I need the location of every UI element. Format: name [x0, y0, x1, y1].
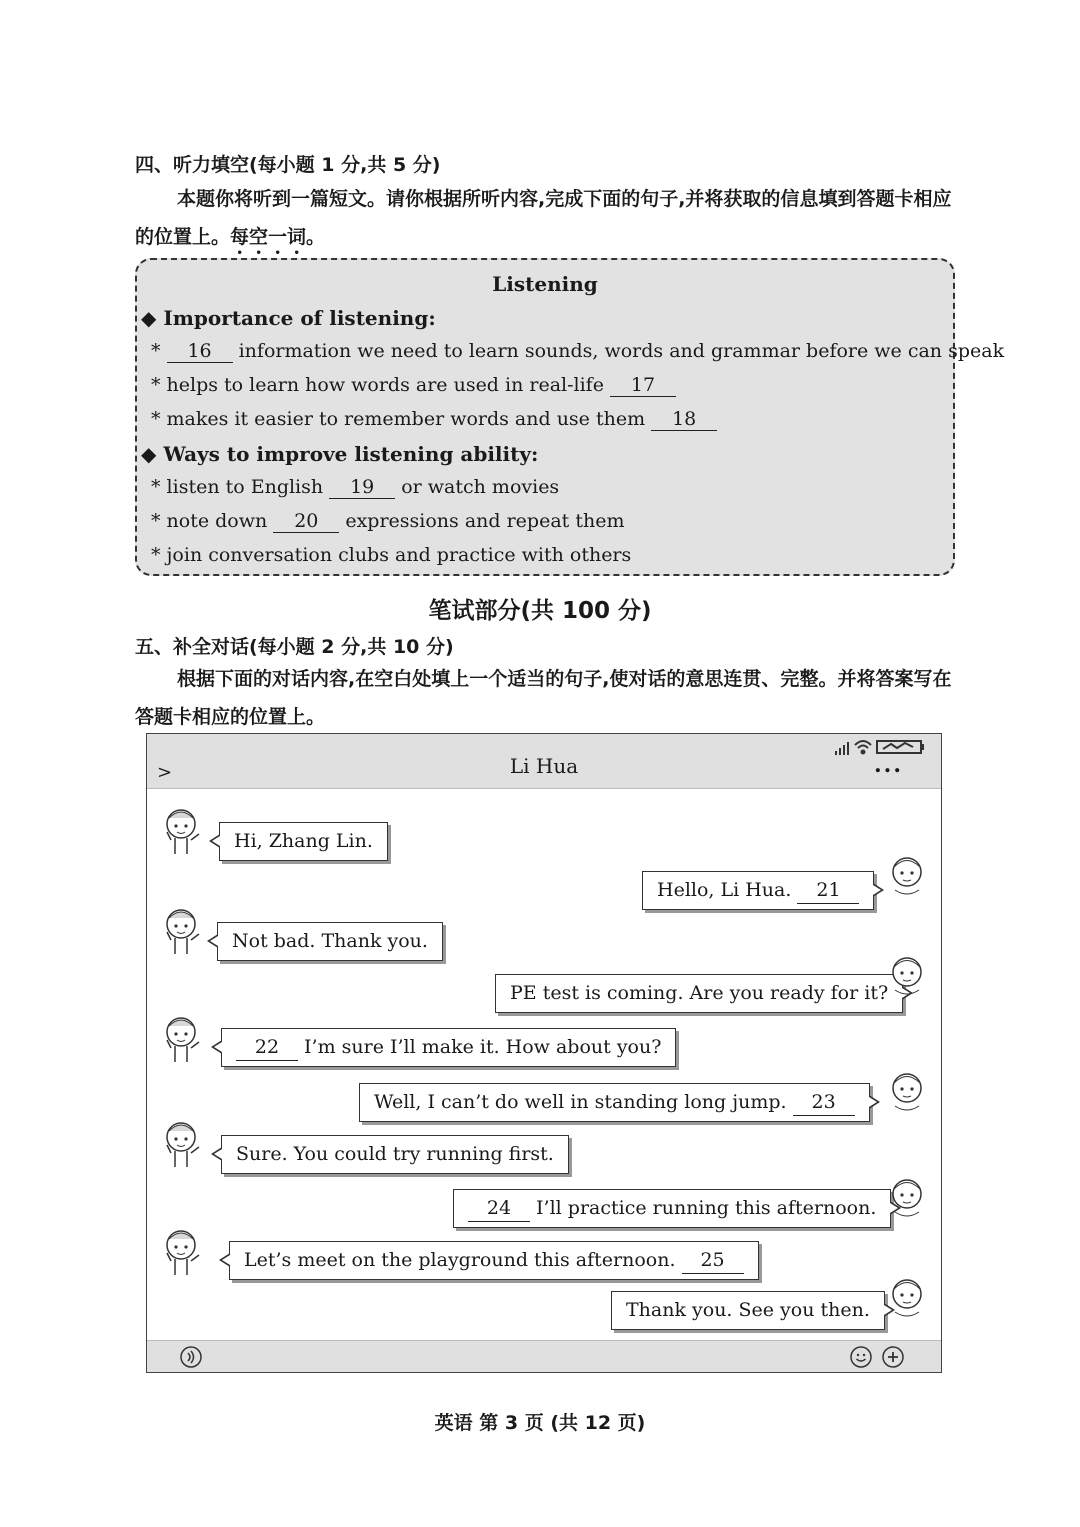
listening-line-19: [151, 476, 559, 499]
chat-message-1: Hi, Zhang Lin.: [219, 822, 388, 861]
chat-message-3: Not bad. Thank you.: [217, 922, 443, 961]
chat-message-7: Sure. You could try running first.: [221, 1135, 569, 1174]
listening-line-18: [151, 408, 717, 431]
listening-line-16: [151, 340, 1004, 363]
listening-line-19-text: * listen to English: [151, 476, 324, 498]
chat-contact-name: Li Hua: [509, 754, 579, 778]
listening-line-18-text: * makes it easier to remember words and use them: [151, 408, 646, 430]
girl-avatar-icon: [157, 1014, 209, 1070]
chat-message-8: [453, 1189, 891, 1228]
page-footer: 英语 第 3 页 (共 12 页): [434, 1412, 646, 1434]
answer-blank-17: 17: [610, 374, 676, 397]
battery-icon: [877, 741, 924, 753]
written-part-title: 笔试部分(共 100 分): [428, 598, 652, 624]
signal-icon: [835, 742, 849, 755]
listening-line-20-text: * note down: [151, 510, 268, 532]
chat-message-6-text: Well, I can’t do well in standing long jump.: [374, 1091, 787, 1113]
chat-message-6: [359, 1083, 870, 1122]
boy-avatar-icon: [881, 1274, 933, 1330]
boy-avatar-icon: [881, 1068, 933, 1124]
listening-line-17-text: * helps to learn how words are used in real-life: [151, 374, 604, 396]
emoji-icon[interactable]: [849, 1345, 873, 1369]
chat-message-10: Thank you. See you then.: [611, 1291, 885, 1330]
section4-heading: 四、听力填空(每小题 1 分,共 5 分): [135, 154, 441, 176]
more-icon[interactable]: ...: [874, 752, 903, 778]
listening-line-19-after: or watch movies: [401, 476, 560, 498]
listening-line-21: * join conversation clubs and practice with others: [151, 544, 632, 566]
importance-heading-text: Importance of listening:: [163, 306, 436, 330]
answer-blank-23: 23: [793, 1089, 855, 1116]
ways-heading-text: Ways to improve listening ability:: [163, 442, 539, 466]
answer-blank-24: 24: [468, 1195, 530, 1222]
chat-message-2-text: Hello, Li Hua.: [657, 879, 792, 901]
chat-header: [147, 734, 941, 789]
section4-instruction-emphasis: 每空一词: [230, 226, 307, 248]
bullet-star: *: [151, 340, 161, 362]
answer-blank-18: 18: [651, 408, 717, 431]
section5-instruction: 根据下面的对话内容,在空白处填上一个适当的句子,使对话的意思连贯、完整。并将答案写在答题卡相应的位置上。: [135, 668, 952, 728]
plus-icon[interactable]: [881, 1345, 905, 1369]
importance-heading: [141, 306, 436, 330]
boy-avatar-icon: [881, 952, 933, 1008]
boy-avatar-icon: [881, 852, 933, 908]
section4-instruction-end: 。: [306, 226, 326, 248]
diamond-bullet-icon: ◆: [141, 442, 164, 466]
section4-instruction-text: 本题你将听到一篇短文。请你根据所听内容,完成下面的句子,并将获取的信息填到答题卡相应的位置上。: [135, 188, 952, 248]
voice-icon[interactable]: [179, 1345, 203, 1369]
answer-blank-19: 19: [329, 476, 395, 499]
chat-message-5-text: I’m sure I’ll make it. How about you?: [304, 1036, 662, 1058]
section5-heading: 五、补全对话(每小题 2 分,共 10 分): [135, 636, 454, 658]
listening-line-20-after: expressions and repeat them: [345, 510, 625, 532]
answer-blank-21: 21: [797, 877, 859, 904]
section4-instruction: [135, 180, 965, 259]
chat-message-8-text: I’ll practice running this afternoon.: [536, 1197, 877, 1219]
answer-blank-16: 16: [167, 340, 233, 363]
back-icon[interactable]: >: [157, 762, 173, 783]
listening-notes-box: [135, 258, 1005, 576]
boy-avatar-icon: [881, 1174, 933, 1230]
girl-avatar-icon: [157, 1227, 209, 1283]
listening-line-17: [151, 374, 676, 397]
chat-message-4: PE test is coming. Are you ready for it?: [495, 974, 903, 1013]
listening-box-title: Listening: [492, 272, 598, 296]
chat-message-9: [229, 1241, 759, 1280]
diamond-bullet-icon: ◆: [141, 306, 164, 330]
chat-message-2: [642, 871, 874, 910]
phone-chat-window: [146, 733, 942, 1373]
listening-line-20: [151, 510, 624, 533]
status-bar: [833, 737, 933, 761]
chat-message-5: [221, 1028, 676, 1067]
answer-blank-22: 22: [236, 1034, 298, 1061]
chat-input-bar: [147, 1340, 941, 1372]
girl-avatar-icon: [157, 906, 209, 962]
chat-message-9-text: Let’s meet on the playground this afternoon.: [244, 1249, 676, 1271]
listening-line-16-text: information we need to learn sounds, words and grammar before we can speak: [238, 340, 1005, 362]
ways-heading: [141, 442, 538, 466]
wifi-icon: [855, 741, 871, 754]
girl-avatar-icon: [157, 1119, 209, 1175]
answer-blank-25: 25: [682, 1247, 744, 1274]
girl-avatar-icon: [157, 806, 209, 862]
answer-blank-20: 20: [273, 510, 339, 533]
